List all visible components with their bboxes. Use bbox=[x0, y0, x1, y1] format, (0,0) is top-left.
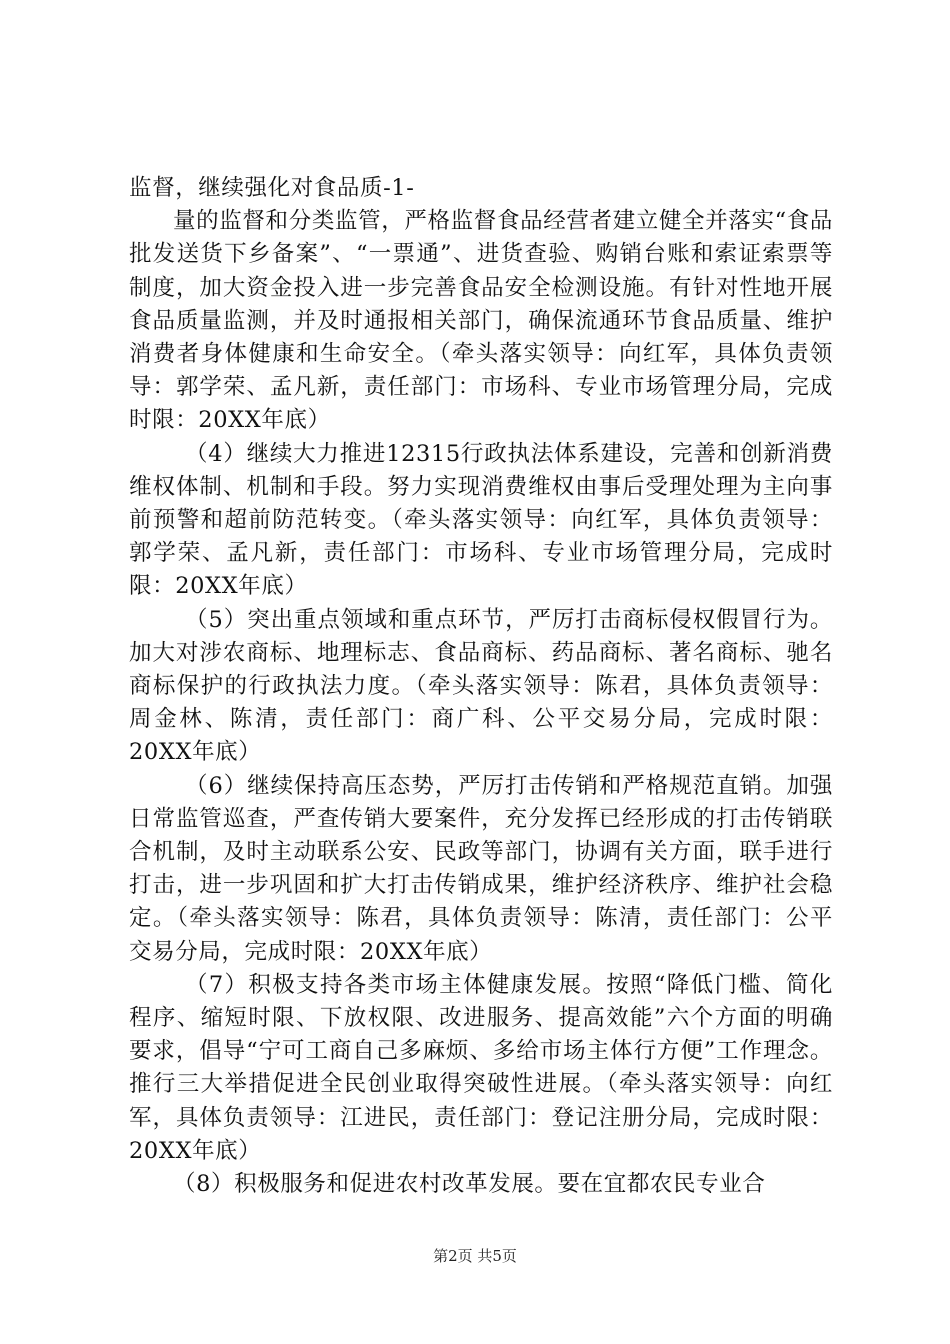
page-footer: 第2页 共5页 bbox=[433, 1247, 517, 1265]
paragraph-item-5: （5）突出重点领域和重点环节，严厉打击商标侵权假冒行为。加大对涉农商标、地理标志、食品商标、药品商标、著名商标、驰名商标保护的行政执法力度。（牵头落实领导：陈君，具体负责领导：周金林、陈清，责任部门：商广科、公平交易分局，完成时限：20XX年底） bbox=[129, 606, 833, 766]
paragraph-heading-fragment: 监督，继续强化对食品质-1- bbox=[129, 175, 415, 201]
document-body bbox=[129, 172, 833, 1201]
paragraph-item-6: （6）继续保持高压态势，严厉打击传销和严格规范直销。加强日常监管巡查，严查传销大要案件，充分发挥已经形成的打击传销联合机制，及时主动联系公安、民政等部门，协调有关方面，联手进行打击，进一步巩固和扩大打击传销成果，维护经济秩序、维护社会稳定。（牵头落实领导：陈君，具体负责领导：陈清，责任部门：公平交易分局，完成时限：20XX年底） bbox=[129, 772, 833, 965]
paragraph-item-8: （8）积极服务和促进农村改革发展。要在宜都农民专业合 bbox=[173, 1171, 766, 1198]
paragraph-food-quality: 量的监督和分类监管，严格监督食品经营者建立健全并落实“食品批发送货下乡备案”、“一票通”、进货查验、购销台账和索证索票等制度，加大资金投入进一步完善食品安全检测设施。有针对性地开展食品质量监测，并及时通报相关部门，确保流通环节食品质量、维护消费者身体健康和生命安全。（牵头落实领导：向红军，具体负责领导：郭学荣、孟凡新，责任部门：市场科、专业市场管理分局，完成时限：20XX年底） bbox=[129, 208, 833, 434]
paragraph-item-4: （4）继续大力推进12315行政执法体系建设，完善和创新消费维权体制、机制和手段。努力实现消费维权由事后受理处理为主向事前预警和超前防范转变。（牵头落实领导：向红军，具体负责领导：郭学荣、孟凡新，责任部门：市场科、专业市场管理分局，完成时限：20XX年底） bbox=[129, 440, 833, 600]
paragraph-item-7: （7）积极支持各类市场主体健康发展。按照“降低门槛、简化程序、缩短时限、下放权限、改进服务、提高效能”六个方面的明确要求，倡导“宁可工商自己多麻烦、多给市场主体行方便”工作理念。推行三大举措促进全民创业取得突破性进展。（牵头落实领导：向红军，具体负责领导：江进民，责任部门：登记注册分局，完成时限：20XX年底） bbox=[129, 971, 833, 1164]
